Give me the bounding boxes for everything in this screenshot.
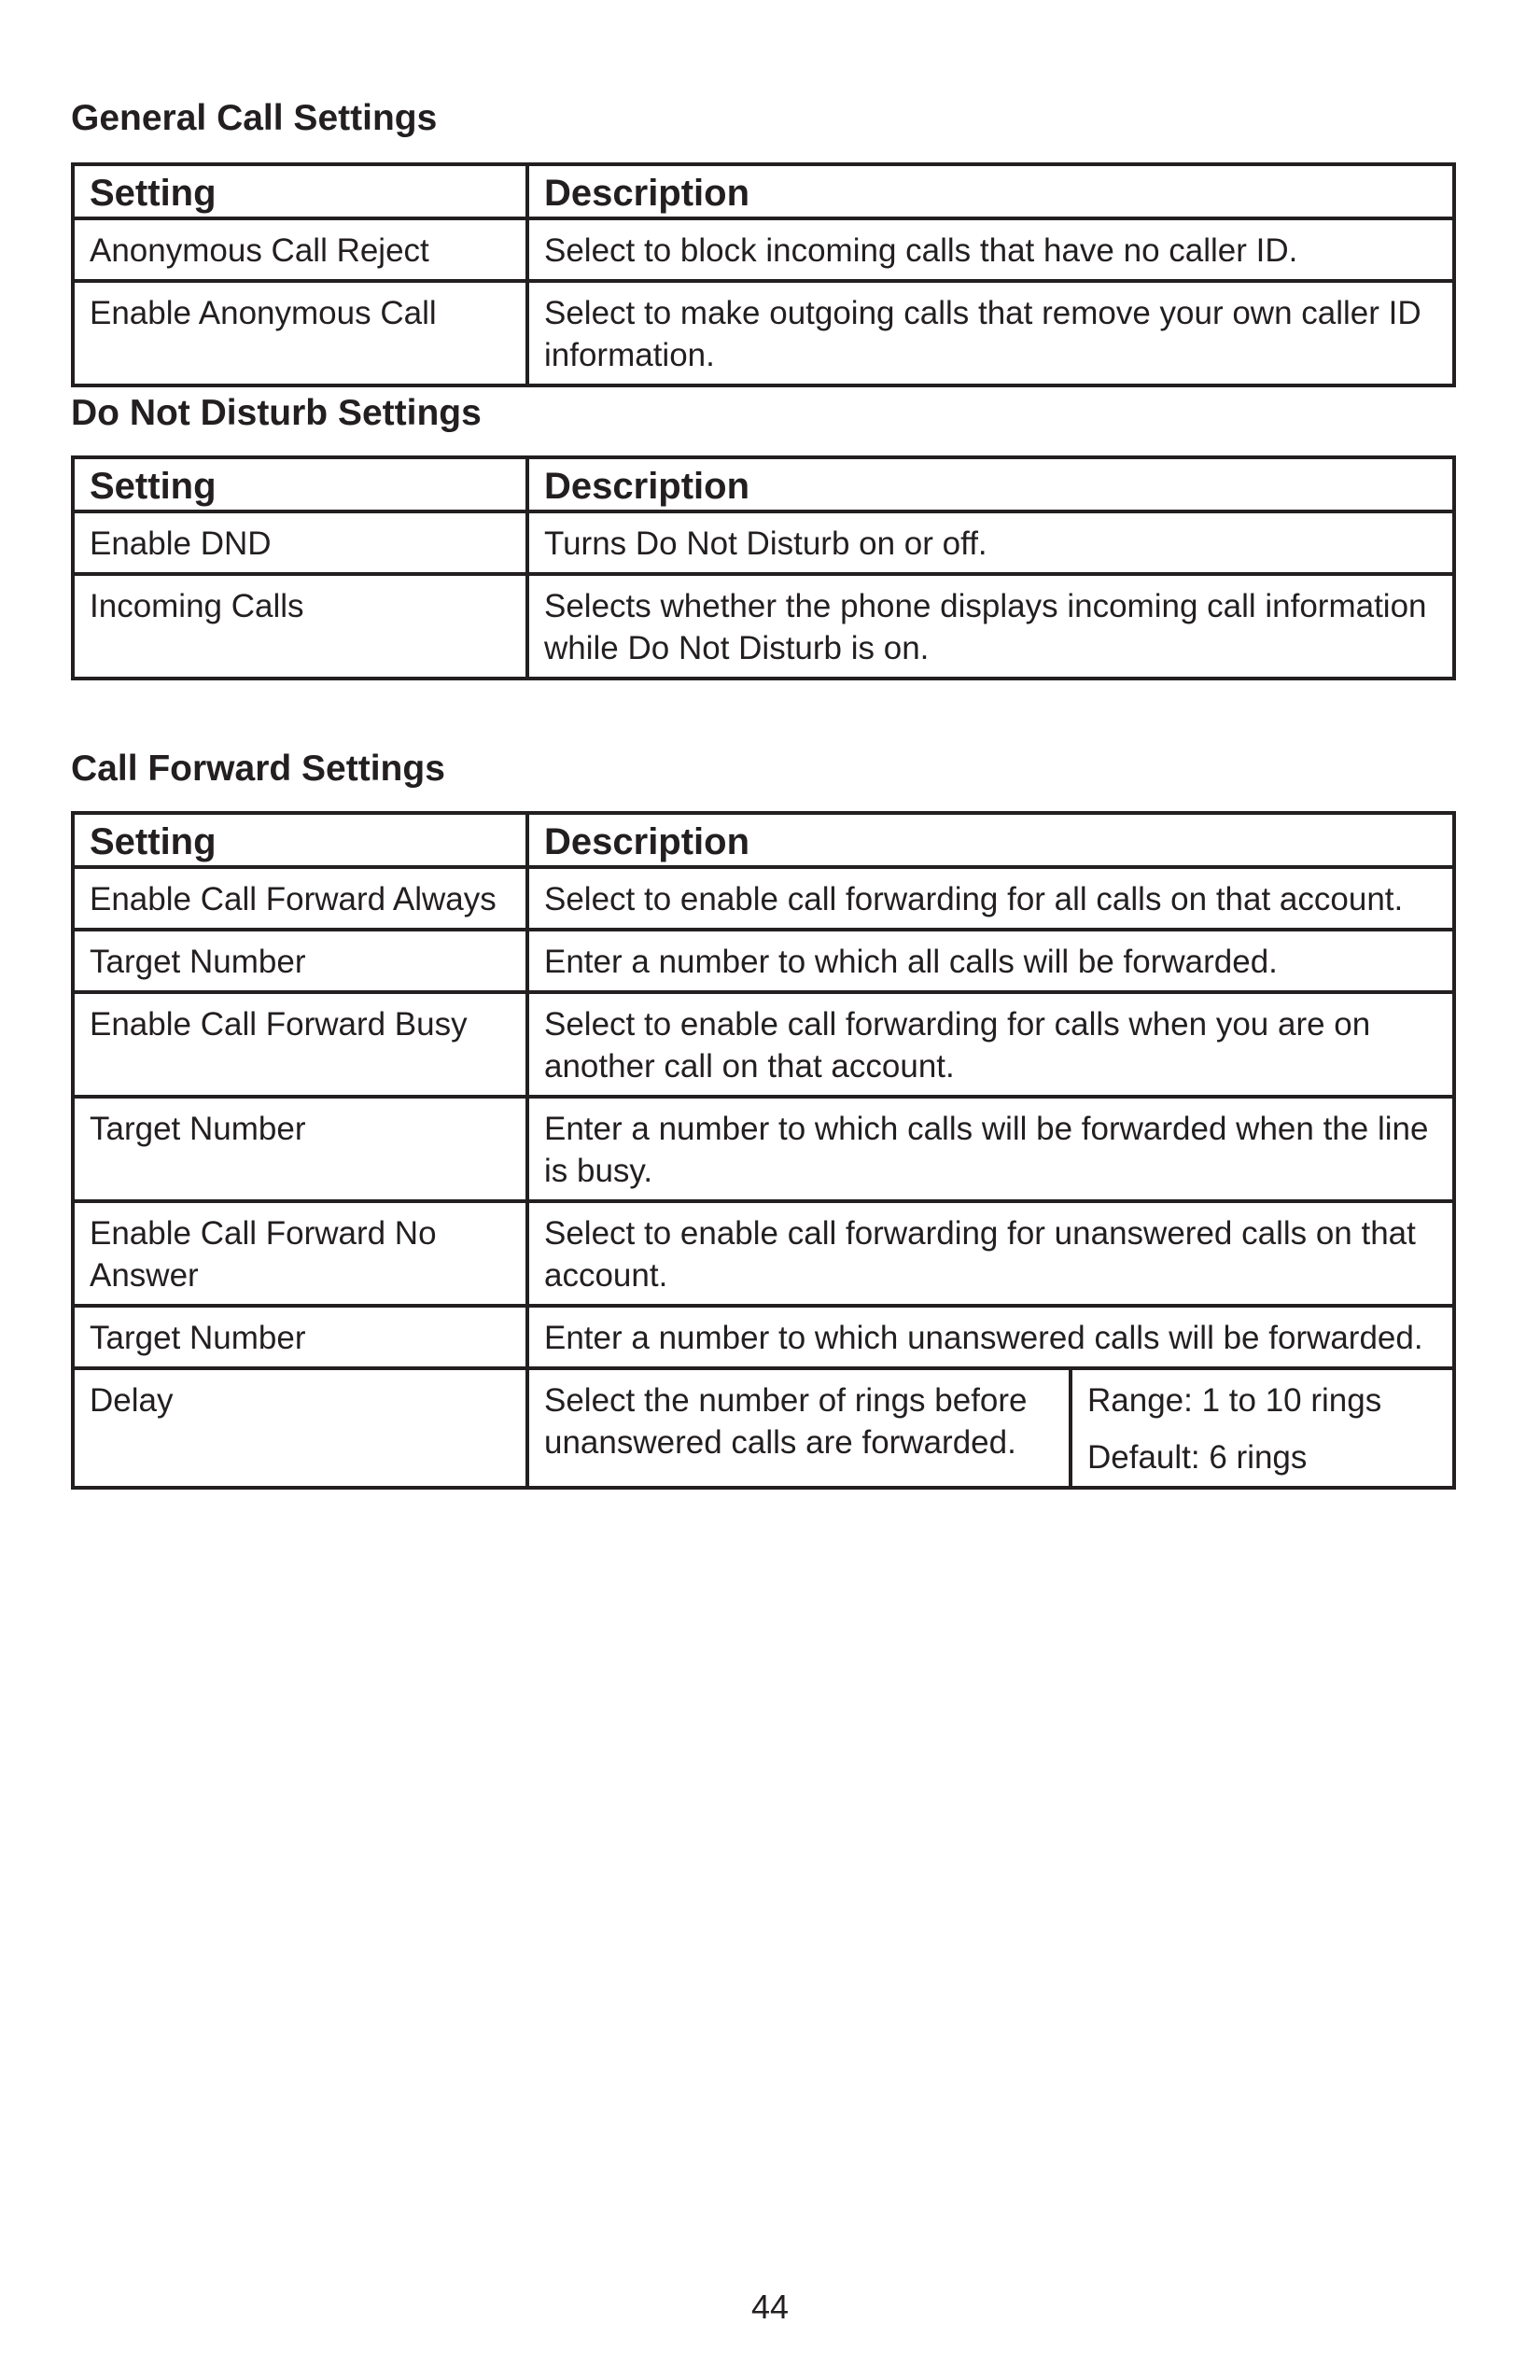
- header-description: Description: [527, 457, 1454, 511]
- setting-cell: Enable Call Forward Always: [73, 867, 527, 930]
- delay-description: Select the number of rings before unanswered calls are forwarded.: [529, 1370, 1072, 1486]
- table-header-row: [73, 813, 1454, 867]
- setting-cell: Delay: [73, 1368, 527, 1488]
- table-header-row: [73, 457, 1454, 511]
- call-forward-settings-table: [71, 811, 1456, 1490]
- description-cell: Turns Do Not Disturb on or off.: [527, 511, 1454, 574]
- description-cell: Select to enable call forwarding for calls when you are on another call on that account.: [527, 992, 1454, 1097]
- section-title-do-not-disturb-settings: Do Not Disturb Settings: [71, 393, 482, 433]
- table-row: [73, 511, 1454, 574]
- delay-range: Range: 1 to 10 rings: [1087, 1382, 1382, 1419]
- setting-cell: Enable Call Forward No Answer: [73, 1201, 527, 1306]
- setting-cell: Target Number: [73, 1306, 527, 1368]
- description-cell: Select to enable call forwarding for unanswered calls on that account.: [527, 1201, 1454, 1306]
- setting-cell: Enable Anonymous Call: [73, 281, 527, 385]
- setting-cell: Enable Call Forward Busy: [73, 992, 527, 1097]
- table-row: [73, 1368, 1454, 1488]
- table-row: [73, 1306, 1454, 1368]
- description-cell: Selects whether the phone displays incoming call information while Do Not Disturb is on.: [527, 574, 1454, 679]
- header-setting: Setting: [73, 457, 527, 511]
- table-row: [73, 930, 1454, 992]
- setting-cell: Anonymous Call Reject: [73, 218, 527, 281]
- delay-default: Default: 6 rings: [1087, 1439, 1308, 1476]
- table-row: [73, 574, 1454, 679]
- description-cell: Enter a number to which calls will be forwarded when the line is busy.: [527, 1097, 1454, 1201]
- table-row: [73, 281, 1454, 385]
- setting-cell: Target Number: [73, 930, 527, 992]
- section-title-general-call-settings: General Call Settings: [71, 98, 438, 138]
- description-cell: [527, 1368, 1454, 1488]
- description-cell: Enter a number to which all calls will be forwarded.: [527, 930, 1454, 992]
- description-cell: Enter a number to which unanswered calls will be forwarded.: [527, 1306, 1454, 1368]
- table-row: [73, 1097, 1454, 1201]
- setting-cell: Enable DND: [73, 511, 527, 574]
- page-number: 44: [750, 2288, 790, 2326]
- description-cell: Select to enable call forwarding for all calls on that account.: [527, 867, 1454, 930]
- general-call-settings-table: [71, 162, 1456, 387]
- delay-description-split: [529, 1370, 1452, 1486]
- header-description: Description: [527, 813, 1454, 867]
- table-row: [73, 867, 1454, 930]
- setting-cell: Target Number: [73, 1097, 527, 1201]
- table-row: [73, 992, 1454, 1097]
- setting-cell: Incoming Calls: [73, 574, 527, 679]
- delay-values: [1072, 1370, 1452, 1486]
- header-description: Description: [527, 164, 1454, 218]
- header-setting: Setting: [73, 164, 527, 218]
- description-cell: Select to block incoming calls that have no caller ID.: [527, 218, 1454, 281]
- description-cell: Select to make outgoing calls that remove your own caller ID information.: [527, 281, 1454, 385]
- table-row: [73, 218, 1454, 281]
- dnd-settings-table: [71, 455, 1456, 680]
- table-header-row: [73, 164, 1454, 218]
- table-row: [73, 1201, 1454, 1306]
- section-title-call-forward-settings: Call Forward Settings: [71, 749, 445, 789]
- header-setting: Setting: [73, 813, 527, 867]
